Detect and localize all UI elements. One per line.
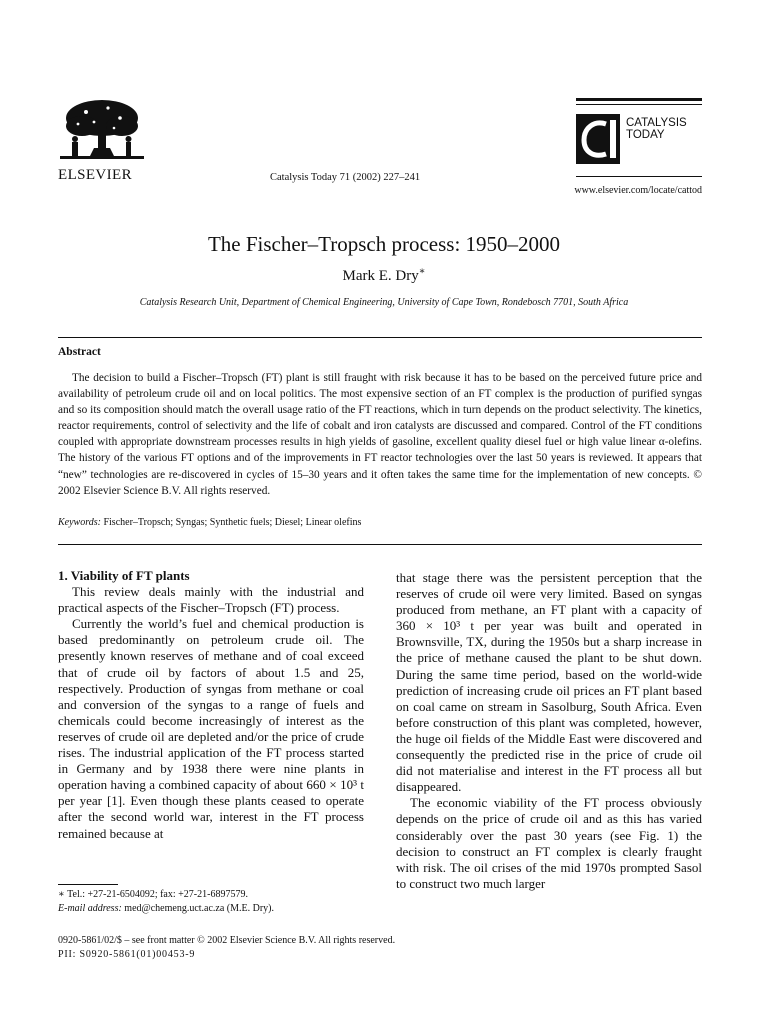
journal-rule bbox=[576, 176, 702, 177]
divider bbox=[58, 544, 702, 545]
journal-name-line2: TODAY bbox=[626, 129, 665, 141]
journal-citation: Catalysis Today 71 (2002) 227–241 bbox=[270, 172, 421, 183]
catalysis-today-logo-icon bbox=[576, 114, 620, 164]
article-title: The Fischer–Tropsch process: 1950–2000 bbox=[207, 232, 561, 256]
email-link[interactable]: med@chemeng.uct.ac.za (M.E. Dry). bbox=[124, 903, 274, 914]
pii-line: PII: S0920-5861(01)00453-9 bbox=[58, 949, 196, 960]
journal-name-line1: CATALYSIS bbox=[626, 117, 687, 129]
footnote-email bbox=[58, 902, 364, 915]
paragraph: The economic viability of the FT process obviously depends on the price of crude oil and as this has varied considerably over the past 30 years (see Fig. 1) the decision to construct an FT complex is clearly fraught with risk. The oil crises of the mid 1970s prompted Sasol to construct two much larger bbox=[396, 795, 702, 891]
abstract-text: The decision to build a Fischer–Tropsch (FT) plant is still fraught with risk because it has to be based on the perceived future price and availability of petroleum crude oil and on local politics. The most expensive section of an FT complex is the production of purified syngas and so its composition should match the overall usage ratio of the FT reactions, which in turn depends on the product selectivity. The kinetics, reactor requirements, control of selectivity and the life of cobalt and iron catalysts are discussed and compared. Control of the FT conditions coupled with appropriate downstream processes results in high yields of gasoline, excellent quality diesel fuel or high value linear α-olefins. The history of the various FT options and of the improvements in FT reactor technologies over the last 50 years is reviewed. It appears that “new” technologies are re-discovered in cycles of 15–30 years and it often takes the same time for the implementation of new concepts. © 2002 Elsevier Science B.V. All rights reserved. bbox=[58, 372, 702, 497]
author-name: Mark E. Dry bbox=[342, 268, 419, 284]
journal-rule bbox=[576, 98, 702, 101]
body-column-left bbox=[58, 568, 364, 842]
keywords-list: Fischer–Tropsch; Syngas; Synthetic fuels; Diesel; Linear olefins bbox=[103, 517, 362, 528]
publisher-name: ELSEVIER bbox=[58, 167, 133, 183]
body-column-right bbox=[396, 570, 702, 892]
author-line bbox=[0, 266, 768, 285]
footnote-contact: ∗ Tel.: +27-21-6504092; fax: +27-21-6897579. bbox=[58, 889, 248, 900]
journal-name bbox=[626, 117, 687, 141]
footnote-rule bbox=[58, 884, 118, 885]
paragraph: that stage there was the persistent perception that the reserves of crude oil were very limited. Based on syngas produced from methane, an FT plant with a capacity of 360 × 10³ t per year was built and operated in Brownsville, TX, during the 1950s but a sharp increase in the price of methane caused the plant to be shut down. During the same time period, based on the world-wide prediction of increasing crude oil prices an FT plant based on coal came on stream in Sasolburg, South Africa. Even before construction of this plant was completed, however, the huge oil fields of the Middle East were discovered and consequently the predicted rise in the price of crude oil did not materialise and interest in the FT process all but disappeared. bbox=[396, 570, 702, 795]
keywords bbox=[58, 517, 702, 528]
copyright-line: 0920-5861/02/$ – see front matter © 2002 Elsevier Science B.V. All rights reserved. bbox=[58, 935, 396, 946]
paragraph: This review deals mainly with the industrial and practical aspects of the Fischer–Tropsch (FT) process. bbox=[58, 584, 364, 616]
keywords-label: Keywords: bbox=[58, 517, 101, 528]
journal-url-link[interactable]: www.elsevier.com/locate/cattod bbox=[574, 185, 702, 196]
paragraph: Currently the world’s fuel and chemical production is based predominantly on petroleum crude oil. The presently known reserves of methane and of coal exceed that of crude oil by factors of about 1.5 and 25, respectively. Production of syngas from methane or coal and conversion of the syngas to a range of fuels and chemicals could become increasingly of interest as the reserves of crude oil are depleted and/or the price of crude rises. The industrial application of the FT process started in Germany and by 1938 there were nine plants in operation having a combined capacity of about 660 × 10³ t per year [1]. Even though these plants ceased to operate after the second world war, interest in the FT process remained because at bbox=[58, 616, 364, 841]
divider bbox=[58, 337, 702, 338]
author-affiliation: Catalysis Research Unit, Department of Chemical Engineering, University of Cape Town, Rondebosch 7701, South Africa bbox=[139, 297, 629, 308]
author-footnote-mark[interactable]: ∗ bbox=[418, 266, 426, 277]
email-label: E-mail address: bbox=[58, 903, 122, 914]
abstract-heading: Abstract bbox=[58, 346, 101, 358]
journal-rule bbox=[576, 104, 702, 105]
section-heading: 1. Viability of FT plants bbox=[58, 568, 190, 583]
